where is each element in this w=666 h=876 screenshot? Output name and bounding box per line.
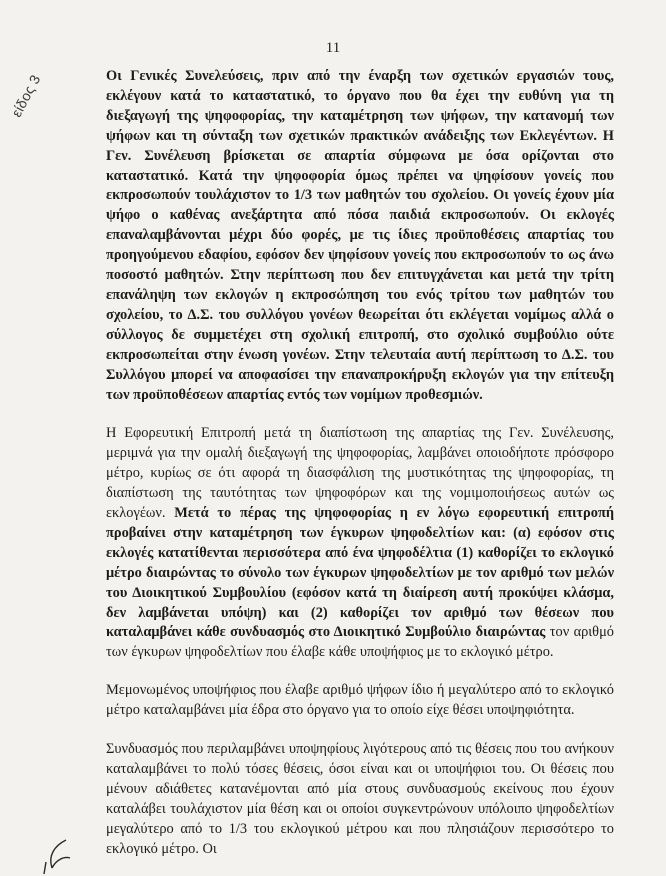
page-number: 11 — [325, 40, 341, 56]
paragraph-electoral-committee — [106, 424, 614, 663]
document-body — [106, 67, 614, 860]
paragraph-general-assemblies: Οι Γενικές Συνελεύσεις, πριν από την έναρξη των σχετικών εργασιών τους, εκλέγουν κατά το καταστατικό, το όργανο που θα έχει την ευθύνη για τη διεξαγωγή της ψηφοφορίας, την καταμέτρηση των ψήφων, την κατανομή των ψήφων και τη σύνταξη των σχετικών πρακτικών ανάδειξης των Εκλεγέντων. Η Γεν. Συνέλευση βρίσκεται σε απαρτία σύμφωνα με όσα ορίζονται στο καταστατικό. Κατά την ψηφοφορία όμως πρέπει να ψηφίσουν γονείς που εκπροσωπούν τουλάχιστον το 1/3 των μαθητών του σχολείου. Οι γονείς έχουν μία ψήφο ο καθένας ανεξάρτητα από πόσα παιδιά εκπροσωπούν. Οι εκλογές επαναλαμβάνονται μέχρι δύο φορές, με τις ίδιες προϋποθέσεις απαρτίας του προηγούμενου εδαφίου, εφόσον δεν ψηφίσουν γονείς που εκπροσωπούν το ως άνω ποσοστό μαθητών. Στην περίπτωση που δεν επιτυγχάνεται και μετά την τρίτη επανάληψη των εκλογών η εκπροσώπηση του ενός τρίτου των μαθητών του σχολείου, το Δ.Σ. του συλλόγου γονέων θεωρείται ότι εκλέγεται νομίμως αλλά ο σύλλογος δε συμμετέχει στη σχολική επιτροπή, στο σχολικό συμβούλιο ούτε εκπροσωπείται στην ένωση γονέων. Στην τελευταία αυτή περίπτωση το Δ.Σ. του Συλλόγου μπορεί να αποφασίσει την επαναπροκήρυξη εκλογών για την επίτευξη των προϋποθέσεων απαρτίας εντός των νομίμων προθεσμιών. — [106, 68, 614, 403]
paragraph-electoral-committee-intro: Η Εφορευτική Επιτροπή μετά τη διαπίστωση της απαρτίας της Γεν. Συνέλευσης, μεριμνά για την ομαλή διεξαγωγή της ψηφοφορίας, λαμβάνει οποιοδήποτε πρόσφορο μέτρο, κυρίως σε ότι αφορά τη διασφάλιση της μυστικότητας της ψηφοφορίας, τη διαπίστωση της ταυτότητας των ψηφοφόρων και της νομιμοποιήσεως αυτών ως εκλογέων. — [106, 425, 614, 522]
margin-pen-mark — [40, 838, 80, 876]
margin-stamp: είδος 3 — [8, 71, 44, 120]
paragraph-single-candidate: Μεμονωμένος υποψήφιος που έλαβε αριθμό ψήφων ίδιο ή μεγαλύτερο από το εκλογικό μέτρο καταλαμβάνει μία έδρα στο όργανο για το οποίο είχε θέσει υποψηφιότητα. — [106, 682, 614, 719]
paragraph-electoral-committee-emphasis: Μετά το πέρας της ψηφοφορίας η εν λόγω εφορευτική επιτροπή προβαίνει στην καταμέτρηση των έγκυρων ψηφοδελτίων και: (α) εφόσον στις εκλογές κατατίθενται περισσότερα από ένα ψηφοδέλτια (1) καθορίζει το εκλογικό μέτρο διαιρώντας το σύνολο των έγκυρων ψηφοδελτίων με τον αριθμό των μελών του Διοικητικού Συμβουλίου (εφόσον κατά τη διαίρεση αυτή προκύψει κλάσμα, δεν λαμβάνεται υπόψη) και (2) καθορίζει τον αριθμό των θέσεων που καταλαμβάνει κάθε συνδυασμός στο Διοικητικό Συμβούλιο διαιρώντας — [106, 505, 615, 641]
paragraph-electoral-committee-tail: τον αριθμό των έγκυρων ψηφοδελτίων που έλαβε κάθε υποψήφιος με το εκλογικό μέτρο. — [106, 624, 614, 661]
paragraph-combination-seats: Συνδυασμός που περιλαμβάνει υποψηφίους λιγότερους από τις θέσεις που του ανήκουν καταλαμβάνει το πολύ τόσες θέσεις, όσοι είναι και οι υποψήφιοι του. Οι θέσεις που μένουν αδιάθετες κατανέμονται από μία στους συνδυασμούς εκείνους που έχουν καταλάβει τουλάχιστον μία θέση και οι οποίοι συγκεντρώνουν υπόλοιπο ψηφοδελτίων μεγαλύτερο από το 1/3 του εκλογικού μέτρου και που πλησιάζουν περισσότερο το εκλογικό μέτρο. Οι — [106, 741, 614, 857]
